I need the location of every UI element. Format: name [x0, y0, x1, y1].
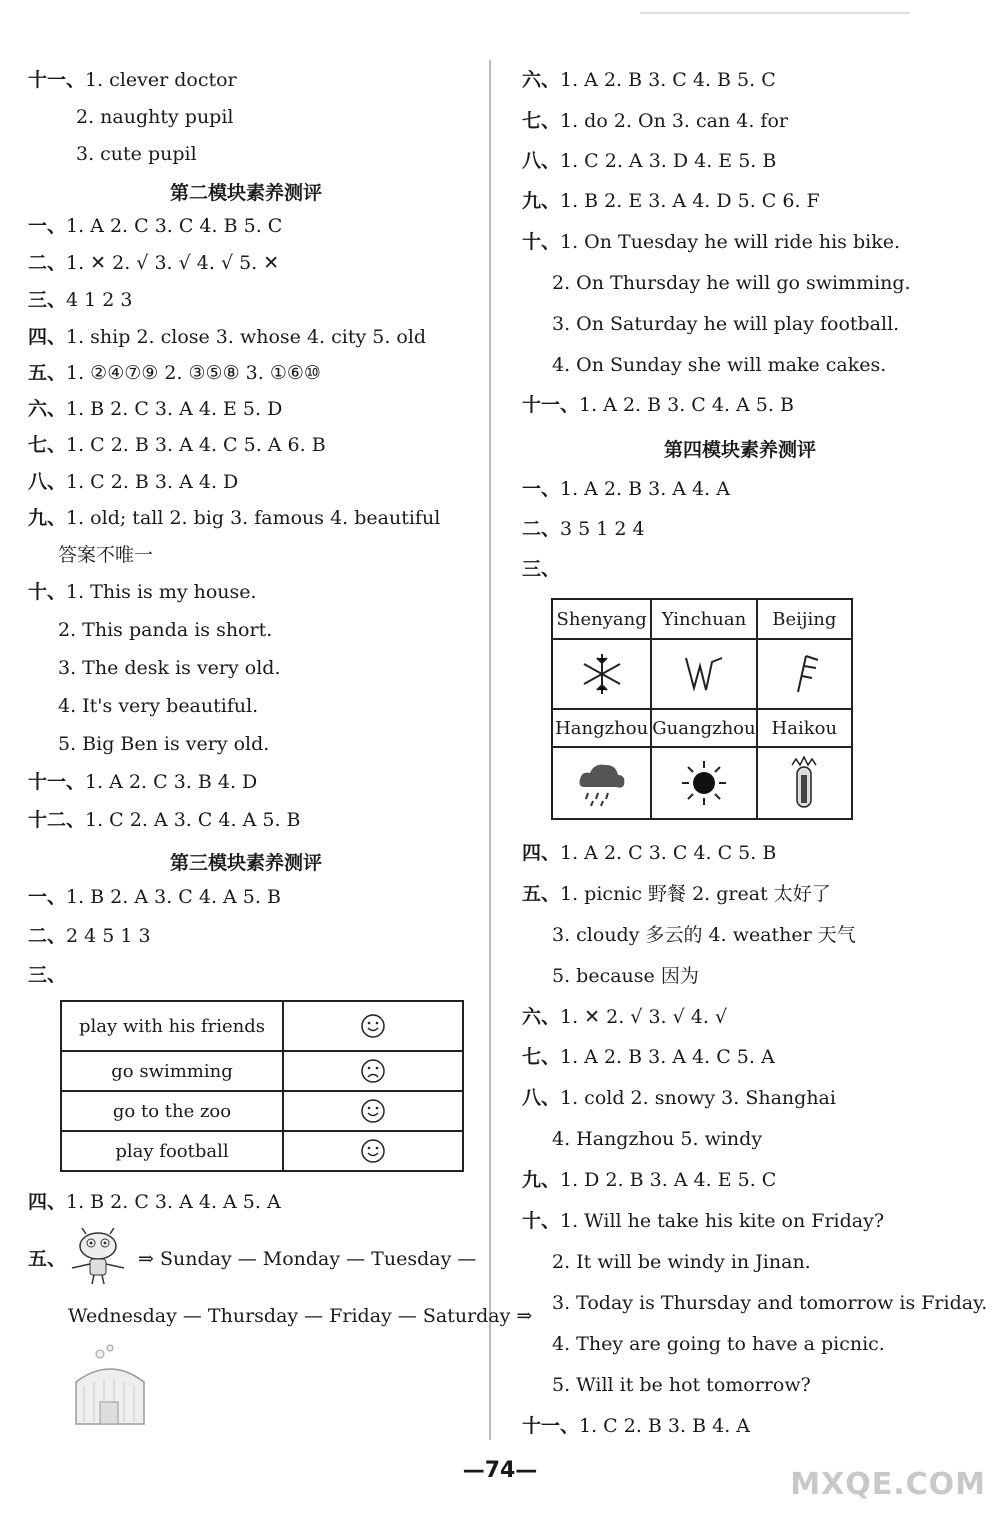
m4b-line: 五、1. picnic 野餐 2. great 太好了	[522, 883, 831, 905]
thermometer-icon	[757, 747, 852, 819]
m4b-line: 4. Hangzhou 5. windy	[552, 1128, 763, 1150]
left-s11a-2: 2. naughty pupil	[76, 106, 234, 128]
days-line-1: ⇒ Sunday — Monday — Tuesday —	[138, 1248, 477, 1270]
weather-table	[551, 598, 853, 820]
s10-line: 3. The desk is very old.	[58, 657, 281, 679]
city-cell: Hangzhou	[552, 709, 651, 747]
left-s11a-3: 3. cute pupil	[76, 143, 197, 165]
left-s11a-1: 十一、1. clever doctor	[28, 69, 237, 91]
r-top-line: 七、1. do 2. On 3. can 4. for	[522, 110, 788, 132]
m2-line: 二、1. ✕ 2. √ 3. √ 4. √ 5. ✕	[28, 252, 280, 274]
activity-cell: go to the zoo	[61, 1091, 283, 1131]
r-s10-line: 2. On Thursday he will go swimming.	[552, 272, 911, 294]
module2-heading: 第二模块素养测评	[170, 182, 323, 204]
m3-line: 一、1. B 2. A 3. C 4. A 5. B	[28, 886, 281, 908]
m2-line: 五、1. ②④⑦⑨ 2. ③⑤⑧ 3. ①⑥⑩	[28, 362, 321, 384]
r-s10b-line: 3. Today is Thursday and tomorrow is Friday.	[552, 1292, 988, 1314]
m4b-line: 5. because 因为	[552, 965, 699, 987]
cartoon-character-icon	[66, 1228, 130, 1286]
sun-icon	[651, 747, 756, 819]
m4b-line: 3. cloudy 多云的 4. weather 天气	[552, 924, 856, 946]
city-cell: Haikou	[757, 709, 852, 747]
m4-line: 三、	[522, 558, 561, 580]
frown-icon	[283, 1051, 463, 1091]
flag-wind-icon	[757, 639, 852, 709]
city-cell: Yinchuan	[651, 599, 756, 639]
m3-line: 二、2 4 5 1 3	[28, 925, 151, 947]
s10-line: 2. This panda is short.	[58, 619, 273, 641]
m4-line: 一、1. A 2. B 3. A 4. A	[522, 478, 730, 500]
module4-heading: 第四模块素养测评	[664, 439, 817, 461]
days-line-2: Wednesday — Thursday — Friday — Saturday ⇒	[68, 1305, 533, 1327]
top-rule	[640, 12, 910, 14]
r-s10-line: 十、1. On Tuesday he will ride his bike.	[522, 231, 901, 253]
r-s10b-line: 十、1. Will he take his kite on Friday?	[522, 1210, 885, 1232]
city-cell: Beijing	[757, 599, 852, 639]
city-cell: Guangzhou	[651, 709, 756, 747]
activity-table	[60, 1000, 464, 1172]
s5-label: 五、	[28, 1248, 67, 1270]
m3-line: 三、	[28, 964, 67, 986]
r-s10b-line: 5. Will it be hot tomorrow?	[552, 1374, 811, 1396]
m2-line: 六、1. B 2. C 3. A 4. E 5. D	[28, 398, 283, 420]
rain-icon	[552, 747, 651, 819]
m2-line: 四、1. ship 2. close 3. whose 4. city 5. old	[28, 326, 427, 348]
r-top-line: 八、1. C 2. A 3. D 4. E 5. B	[522, 150, 777, 172]
s12-line: 十二、1. C 2. A 3. C 4. A 5. B	[28, 809, 301, 831]
m4b-line: 四、1. A 2. C 3. C 4. C 5. B	[522, 842, 777, 864]
note-text: 答案不唯一	[58, 544, 154, 566]
m2-line: 七、1. C 2. B 3. A 4. C 5. A 6. B	[28, 434, 326, 456]
m4b-line: 八、1. cold 2. snowy 3. Shanghai	[522, 1087, 836, 1109]
wind-icon	[651, 639, 756, 709]
smile-icon	[283, 1001, 463, 1051]
s10-line: 4. It's very beautiful.	[58, 695, 259, 717]
column-divider	[489, 60, 491, 1440]
smile-icon	[283, 1091, 463, 1131]
watermark: MXQE.COM	[790, 1467, 986, 1502]
activity-cell: play with his friends	[61, 1001, 283, 1051]
m4b-line: 六、1. ✕ 2. √ 3. √ 4. √	[522, 1006, 728, 1028]
activity-cell: go swimming	[61, 1051, 283, 1091]
s10-line: 十、1. This is my house.	[28, 581, 257, 603]
m2-line: 一、1. A 2. C 3. C 4. B 5. C	[28, 215, 283, 237]
snow-icon	[552, 639, 651, 709]
s4-line: 四、1. B 2. C 3. A 4. A 5. A	[28, 1191, 281, 1213]
r-s11b-line: 十一、1. C 2. B 3. B 4. A	[522, 1415, 750, 1437]
r-s11-line: 十一、1. A 2. B 3. C 4. A 5. B	[522, 394, 794, 416]
s10-line: 5. Big Ben is very old.	[58, 733, 270, 755]
activity-cell: play football	[61, 1131, 283, 1171]
house-icon	[70, 1342, 150, 1430]
s11b-line: 十一、1. A 2. C 3. B 4. D	[28, 771, 258, 793]
m4b-line: 九、1. D 2. B 3. A 4. E 5. C	[522, 1169, 777, 1191]
r-s10b-line: 4. They are going to have a picnic.	[552, 1333, 885, 1355]
city-cell: Shenyang	[552, 599, 651, 639]
m2-line: 三、4 1 2 3	[28, 289, 133, 311]
r-s10-line: 4. On Sunday she will make cakes.	[552, 354, 887, 376]
m2-line: 八、1. C 2. B 3. A 4. D	[28, 471, 239, 493]
m4b-line: 七、1. A 2. B 3. A 4. C 5. A	[522, 1046, 775, 1068]
page-number: —74—	[462, 1458, 538, 1483]
r-top-line: 九、1. B 2. E 3. A 4. D 5. C 6. F	[522, 190, 820, 212]
r-top-line: 六、1. A 2. B 3. C 4. B 5. C	[522, 69, 776, 91]
r-s10-line: 3. On Saturday he will play football.	[552, 313, 900, 335]
r-s10b-line: 2. It will be windy in Jinan.	[552, 1251, 811, 1273]
m2-line: 九、1. old; tall 2. big 3. famous 4. beautiful	[28, 507, 441, 529]
smile-icon	[283, 1131, 463, 1171]
module3-heading: 第三模块素养测评	[170, 852, 323, 874]
m4-line: 二、3 5 1 2 4	[522, 518, 645, 540]
